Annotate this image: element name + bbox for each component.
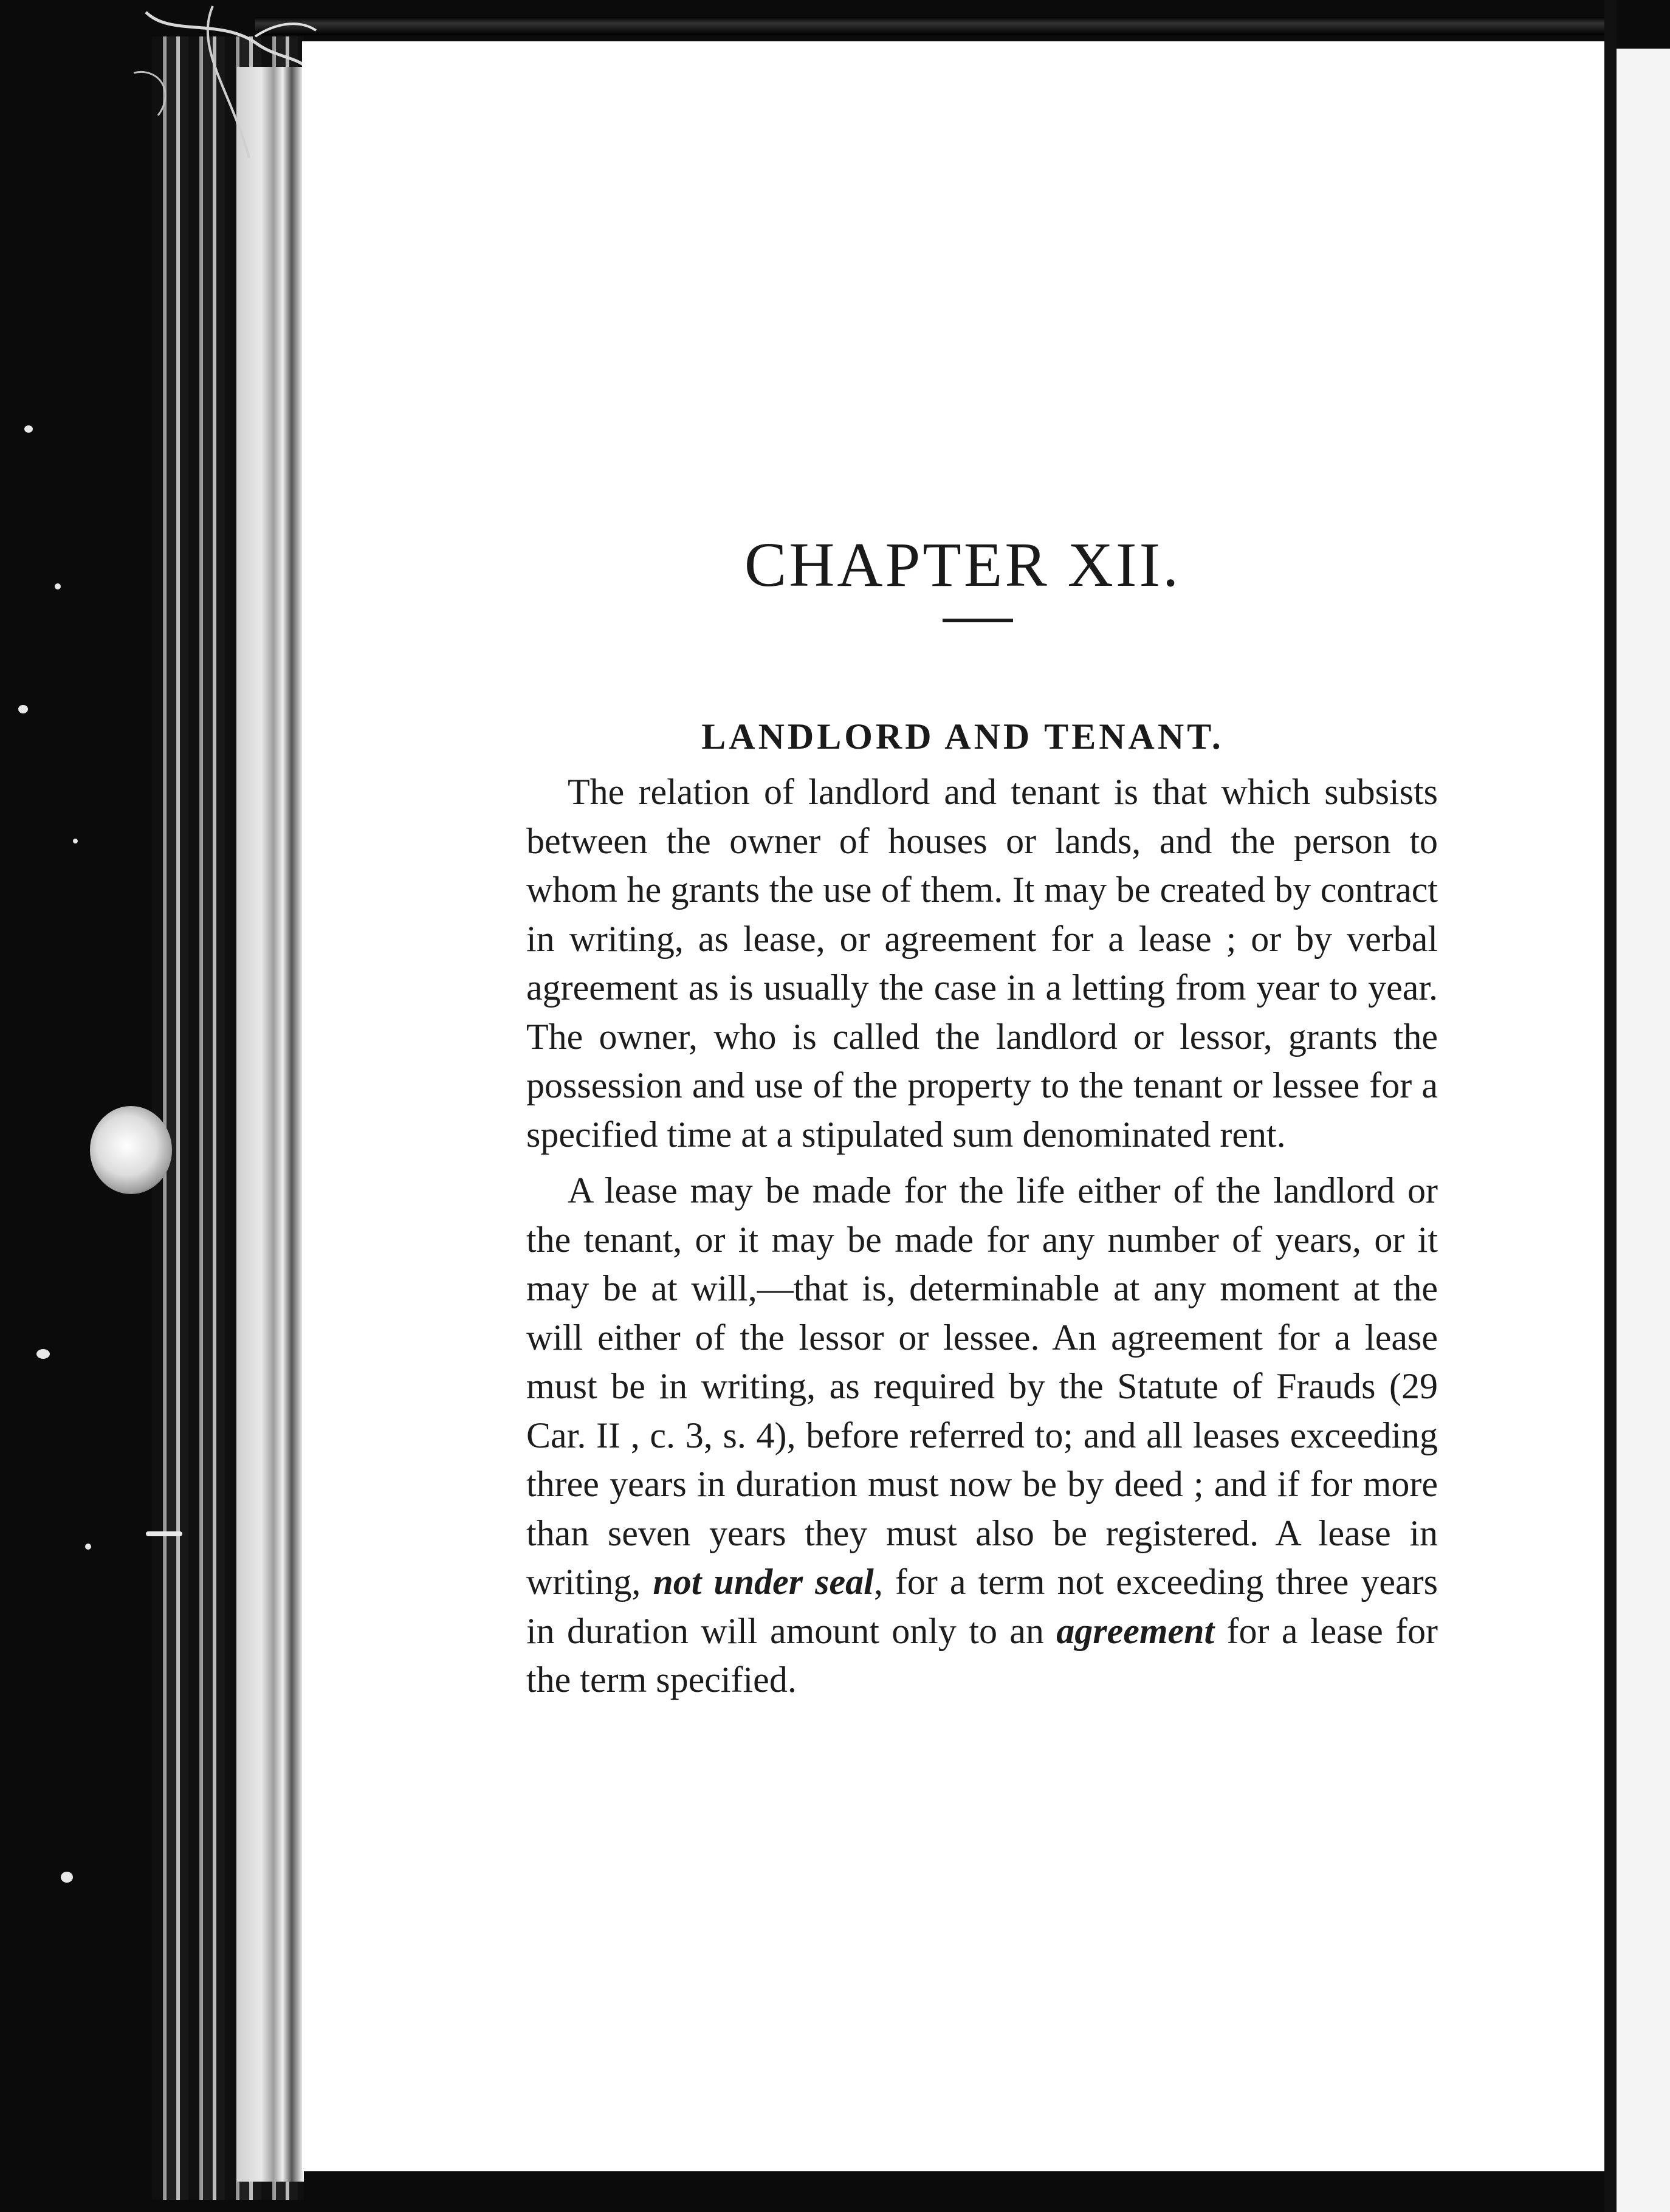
- dust-speck: [73, 839, 78, 843]
- paragraph-2: [526, 1166, 1438, 1705]
- dust-speck: [18, 705, 28, 713]
- emphasis-not-under-seal: not under seal: [653, 1562, 874, 1602]
- paragraph-2-part-c: for a lease for the term specified.: [526, 1610, 1438, 1700]
- book-top-edge: [255, 17, 1610, 35]
- paragraph-2-part-b: , for a term not exceeding three years in duration will amount only to an: [526, 1562, 1438, 1651]
- right-gutter: [1604, 0, 1617, 2212]
- title-rule: [943, 619, 1013, 622]
- chapter-title: CHAPTER XII.: [744, 529, 1181, 600]
- scan-blemish: [90, 1106, 172, 1194]
- dust-speck: [24, 425, 33, 433]
- string-marker-doodle: [122, 0, 328, 182]
- next-page-edge: [1617, 49, 1670, 2212]
- section-heading: LANDLORD AND TENANT.: [701, 716, 1224, 757]
- paragraph-1: The relation of landlord and tenant is that which subsists between the owner of houses or lands, and the person to whom he grants the use of them. It may be created by contract in writing, as lease, or agreement for a lease ; or by verbal agreement as is usually the case in a letting from year to year. The owner, who is called the landlord or lessor, grants the possession and use of the property to the tenant or lessee for a specified time at a stipulated sum denominated rent.: [526, 772, 1438, 1155]
- paragraph-2-part-a: A lease may be made for the life either of the landlord or the tenant, or it may be made for any number of years, or it may be at will,—that is, determinable at any moment at the will either of the lessor or lessee. An agreement for a lease must be in writing, as required by the Statute of Frauds (29 Car. II , c. 3, s. 4), before referred to; and all leases exceeding three years in duration must now be by deed ; and if for more than seven years they must also be registered. A lease in writing,: [526, 1170, 1438, 1602]
- dust-speck: [85, 1544, 91, 1550]
- page-stack-inner-edge: [237, 67, 304, 2182]
- dust-speck: [36, 1349, 50, 1359]
- body-text: [526, 768, 1438, 1705]
- emphasis-agreement: agreement: [1056, 1610, 1215, 1651]
- dust-speck: [61, 1872, 73, 1883]
- dust-speck: [146, 1531, 182, 1536]
